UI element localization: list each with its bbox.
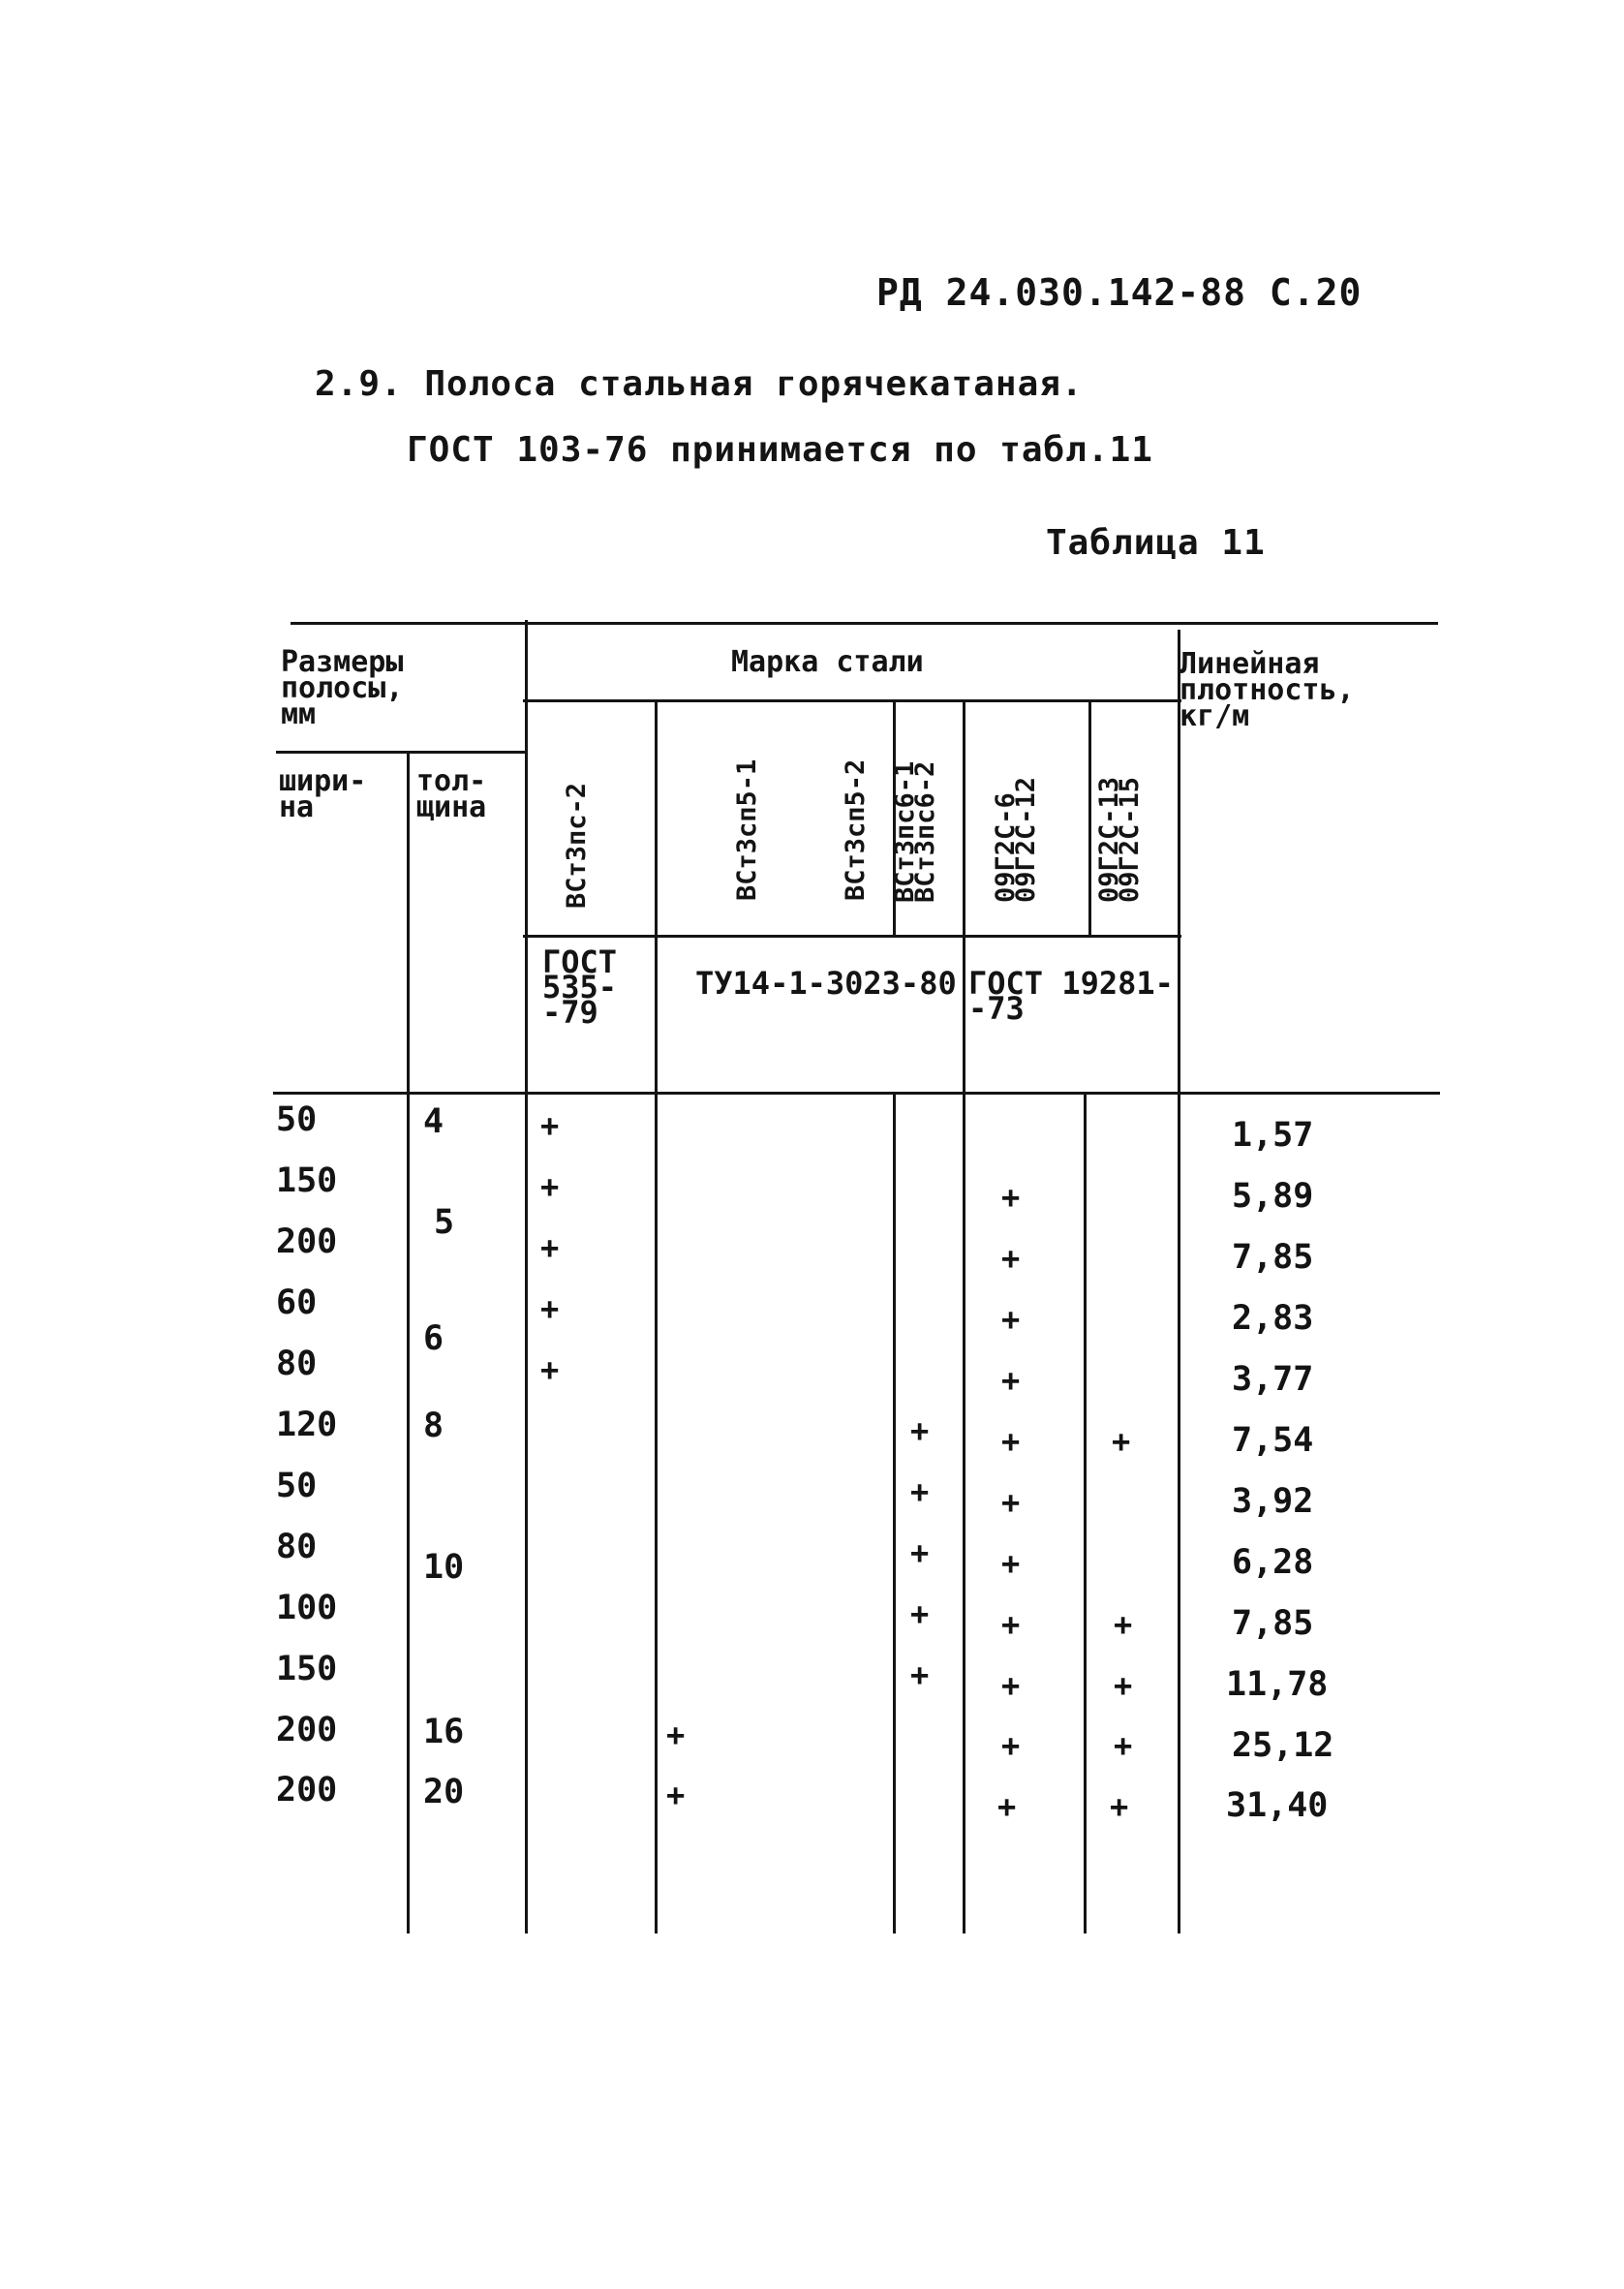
grade-mark: + xyxy=(910,1534,930,1571)
grade-mark: + xyxy=(1001,1362,1021,1399)
grade-mark: + xyxy=(540,1290,560,1327)
grade-mark: + xyxy=(997,1788,1017,1825)
grade-mark: + xyxy=(1114,1727,1133,1764)
grade-mark: + xyxy=(540,1107,560,1144)
header-bottom-rule xyxy=(273,1092,1440,1095)
density-cell: 5,89 xyxy=(1232,1177,1314,1216)
grade-mark: + xyxy=(1001,1727,1021,1764)
thickness-cell: 10 xyxy=(423,1548,465,1587)
grade-mark: + xyxy=(1001,1606,1021,1643)
width-cell: 100 xyxy=(276,1589,338,1627)
grade-mark: + xyxy=(666,1717,686,1753)
size-header: Размеры полосы, мм xyxy=(281,645,404,731)
standard-gost-535: ГОСТ 535- -79 xyxy=(542,943,618,1031)
col-rule-vst3sp5 xyxy=(655,699,658,1933)
grade-mark: + xyxy=(1114,1667,1133,1704)
grade-mark: + xyxy=(1001,1423,1021,1460)
grade-mark: + xyxy=(1001,1179,1021,1216)
grade-mark: + xyxy=(540,1168,560,1205)
grade-vst3ps6: ВСт3пс6-1 ВСт3пс6-2 xyxy=(890,760,940,903)
width-header: шири- на xyxy=(279,764,367,824)
grade-header-rule xyxy=(523,699,1181,702)
thickness-cell: 5 xyxy=(434,1203,455,1242)
width-cell: 80 xyxy=(276,1345,318,1383)
grade-mark: + xyxy=(910,1595,930,1632)
standards-top-rule xyxy=(523,935,1181,938)
width-cell: 50 xyxy=(276,1100,318,1139)
document-reference: РД 24.030.142-88 С.20 xyxy=(876,271,1363,314)
width-cell: 200 xyxy=(276,1711,338,1749)
grade-mark: + xyxy=(1001,1484,1021,1521)
table-top-rule xyxy=(291,622,1438,625)
thickness-header: тол- щина xyxy=(416,764,487,824)
density-header: Линейная плотность, кг/м xyxy=(1180,647,1355,733)
density-cell: 7,85 xyxy=(1232,1238,1314,1277)
col-rule-09g2s-13-body xyxy=(1084,1093,1087,1933)
grade-mark: + xyxy=(666,1777,686,1813)
section-title: 2.9. Полоса стальная горячекатаная. xyxy=(315,364,1084,404)
width-cell: 150 xyxy=(276,1650,338,1688)
density-cell: 11,78 xyxy=(1226,1665,1329,1704)
grade-header: Марка стали xyxy=(731,645,924,679)
density-cell: 3,77 xyxy=(1232,1360,1314,1399)
grade-mark: + xyxy=(1001,1545,1021,1582)
table-caption: Таблица 11 xyxy=(1046,523,1266,563)
density-cell: 6,28 xyxy=(1232,1543,1314,1582)
col-rule-09g2s-13 xyxy=(1088,699,1091,935)
density-cell: 7,85 xyxy=(1232,1604,1314,1643)
density-cell: 31,40 xyxy=(1226,1786,1329,1825)
standard-tu14: ТУ14-1-3023-80 xyxy=(695,965,957,1002)
width-cell: 60 xyxy=(276,1284,318,1322)
grade-09g2s-6-12: 09Г2С-6 09Г2С-12 xyxy=(991,776,1041,903)
grade-mark: + xyxy=(1112,1423,1131,1460)
grade-mark: + xyxy=(1001,1667,1021,1704)
col-rule-thickness xyxy=(407,752,410,1933)
col-rule-vst3ps6-body xyxy=(893,1093,896,1933)
grade-mark: + xyxy=(540,1351,560,1388)
width-cell: 80 xyxy=(276,1528,318,1566)
grade-vst3ps-2: ВСт3пс-2 xyxy=(562,782,592,909)
size-subheader-rule xyxy=(276,751,528,754)
grade-mark: + xyxy=(540,1229,560,1266)
width-cell: 120 xyxy=(276,1406,338,1444)
col-rule-grades xyxy=(525,620,528,1933)
thickness-cell: 20 xyxy=(423,1773,465,1811)
thickness-cell: 4 xyxy=(423,1102,444,1141)
thickness-cell: 16 xyxy=(423,1713,465,1751)
grade-09g2s-13-15: 09Г2С-13 09Г2С-15 xyxy=(1094,776,1145,903)
grade-vst3sp5-2: ВСт3сп5-2 xyxy=(841,758,871,901)
section-note: ГОСТ 103-76 принимается по табл.11 xyxy=(407,430,1153,470)
thickness-cell: 6 xyxy=(423,1319,444,1358)
col-rule-09g2s xyxy=(963,699,965,1933)
col-rule-density xyxy=(1178,630,1180,1933)
density-cell: 7,54 xyxy=(1232,1421,1314,1460)
width-cell: 200 xyxy=(276,1771,338,1810)
standard-gost-19281: ГОСТ 19281- -73 xyxy=(968,965,1174,1027)
width-cell: 50 xyxy=(276,1467,318,1505)
density-cell: 25,12 xyxy=(1232,1726,1334,1765)
density-cell: 3,92 xyxy=(1232,1482,1314,1521)
grade-mark: + xyxy=(910,1656,930,1693)
grade-vst3sp5-1: ВСт3сп5-1 xyxy=(732,758,762,901)
grade-mark: + xyxy=(1110,1788,1129,1825)
density-cell: 1,57 xyxy=(1232,1116,1314,1155)
grade-mark: + xyxy=(1114,1606,1133,1643)
thickness-cell: 8 xyxy=(423,1407,444,1445)
density-cell: 2,83 xyxy=(1232,1299,1314,1338)
grade-mark: + xyxy=(910,1412,930,1449)
grade-mark: + xyxy=(1001,1301,1021,1338)
grade-mark: + xyxy=(910,1473,930,1510)
width-cell: 200 xyxy=(276,1222,338,1261)
width-cell: 150 xyxy=(276,1161,338,1200)
grade-mark: + xyxy=(1001,1240,1021,1277)
